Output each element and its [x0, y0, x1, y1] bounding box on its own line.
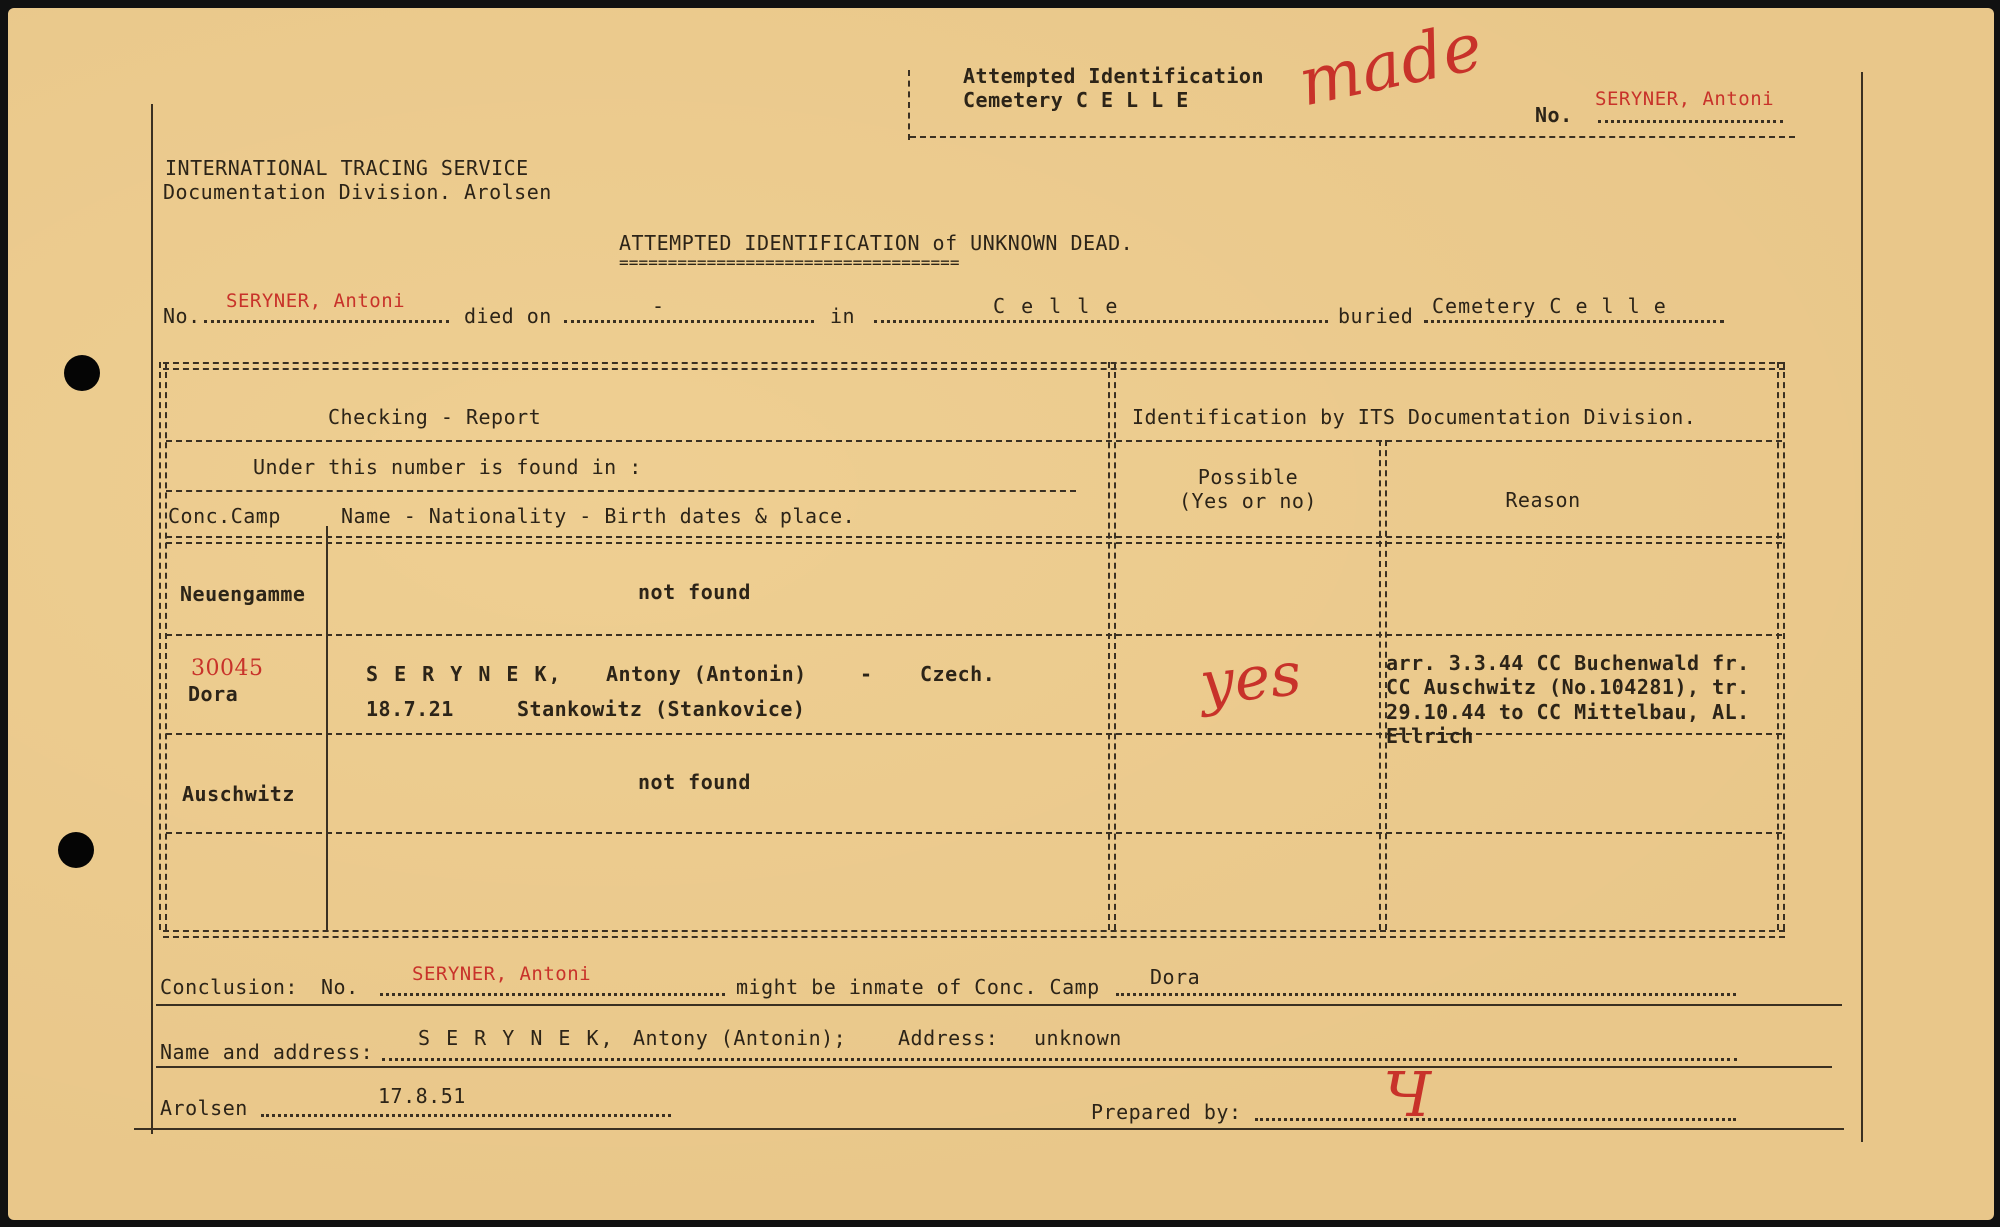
table-right-border	[1777, 362, 1785, 930]
table-bottom-border	[163, 930, 1785, 938]
row2-surname: S E R Y N E K,	[366, 662, 563, 686]
table-row-line-1	[166, 634, 1782, 636]
col-camp-header: Conc.Camp	[168, 504, 281, 528]
frame-left-line	[151, 104, 153, 1134]
conclusion-label: Conclusion:	[160, 975, 298, 999]
table-row-line-3	[166, 832, 1782, 834]
name-address-rule	[156, 1066, 1832, 1068]
table-line-under-heading	[166, 440, 1782, 442]
frame-bottom-line	[134, 1128, 1844, 1130]
conclusion-camp-dots	[1116, 993, 1736, 996]
row2-camp: Dora	[188, 682, 239, 706]
header-box-bottom-line	[910, 136, 1795, 138]
header-box-line2: Cemetery C E L L E	[963, 88, 1189, 112]
table-top-border	[163, 362, 1785, 370]
row2-dash: -	[860, 662, 873, 686]
name-address-given: Antony (Antonin);	[633, 1026, 847, 1050]
conclusion-rule	[156, 1004, 1842, 1006]
punch-hole-bottom	[58, 832, 94, 868]
row3-name: not found	[638, 770, 751, 794]
conclusion-camp-value: Dora	[1150, 965, 1201, 989]
org-line1: INTERNATIONAL TRACING SERVICE	[165, 156, 529, 180]
col-name-header: Name - Nationality - Birth dates & place.	[341, 504, 856, 528]
prepared-by-label: Prepared by:	[1091, 1100, 1242, 1124]
footer-place: Arolsen	[160, 1096, 248, 1120]
conclusion-no-value: SERYNER, Antoni	[412, 963, 592, 985]
header-no-value: SERYNER, Antoni	[1595, 88, 1775, 110]
checking-report-heading: Checking - Report	[328, 405, 542, 429]
row1-name: not found	[638, 580, 751, 604]
prepared-by-initial: Ч	[1383, 1058, 1432, 1131]
address-label: Address:	[898, 1026, 999, 1050]
prepared-by-dots	[1255, 1118, 1736, 1121]
record-no-dots	[204, 320, 449, 323]
table-left-border	[159, 362, 167, 930]
footer-date-dots	[261, 1114, 671, 1117]
header-box-line1: Attempted Identification	[963, 64, 1264, 88]
record-buried-label: buried	[1338, 304, 1414, 328]
conclusion-no-dots	[380, 993, 725, 996]
row2-reason-2: CC Auschwitz (No.104281), tr.	[1386, 675, 1750, 699]
row2-reason-4: Ellrich	[1386, 724, 1474, 748]
table-divider-camp	[326, 526, 328, 930]
table-row-line-2	[166, 733, 1782, 735]
frame-right-line	[1861, 72, 1863, 1142]
punch-hole-top	[64, 355, 100, 391]
header-no-label: No.	[1535, 103, 1573, 127]
identification-heading: Identification by ITS Documentation Division.	[1132, 405, 1697, 429]
record-died-dots	[564, 320, 814, 323]
record-died-label: died on	[464, 304, 552, 328]
under-number-text: Under this number is found in :	[253, 455, 642, 479]
row2-reason-3: 29.10.44 to CC Mittelbau, AL.	[1386, 700, 1750, 724]
record-no-label: No.	[163, 304, 201, 328]
name-address-label: Name and address:	[160, 1040, 374, 1064]
header-box-left-line	[908, 70, 910, 140]
row2-given: Antony (Antonin)	[606, 662, 807, 686]
conclusion-no-label: No.	[321, 975, 359, 999]
record-no-value: SERYNER, Antoni	[226, 290, 406, 312]
row2-birth-date: 18.7.21	[366, 697, 454, 721]
footer-date: 17.8.51	[378, 1084, 466, 1108]
record-died-value: -	[652, 294, 665, 318]
title-underline: ===================================	[619, 253, 960, 272]
made-stamp: made	[1292, 7, 1490, 122]
header-no-dots	[1598, 120, 1783, 123]
table-line-under-found	[166, 490, 1076, 492]
record-in-label: in	[830, 304, 856, 328]
org-line2: Documentation Division. Arolsen	[163, 180, 552, 204]
row2-nationality: Czech.	[920, 662, 996, 686]
name-address-dots	[382, 1058, 1737, 1061]
record-in-value: C e l l e	[993, 294, 1120, 318]
row1-camp: Neuengamme	[180, 582, 306, 606]
record-buried-dots	[1424, 320, 1724, 323]
row3-camp: Auschwitz	[182, 782, 295, 806]
record-buried-value: Cemetery C e l l e	[1432, 294, 1667, 318]
record-in-dots	[874, 320, 1328, 323]
row2-birth-place: Stankowitz (Stankovice)	[517, 697, 806, 721]
form-title: ATTEMPTED IDENTIFICATION of UNKNOWN DEAD.	[619, 231, 1134, 255]
row2-camp-number: 30045	[191, 656, 264, 681]
table-line-under-columns	[166, 536, 1782, 544]
col-possible-header-2: (Yes or no)	[1179, 489, 1317, 513]
conclusion-mid-text: might be inmate of Conc. Camp	[736, 975, 1100, 999]
col-reason-header: Reason	[1505, 488, 1581, 512]
document-card	[8, 8, 1994, 1220]
row2-possible-yes: yes	[1196, 638, 1306, 720]
address-value: unknown	[1034, 1026, 1122, 1050]
name-address-surname: S E R Y N E K,	[418, 1026, 615, 1050]
table-divider-main	[1108, 362, 1116, 930]
col-possible-header-1: Possible	[1197, 465, 1299, 489]
row2-reason-1: arr. 3.3.44 CC Buchenwald fr.	[1386, 651, 1750, 675]
